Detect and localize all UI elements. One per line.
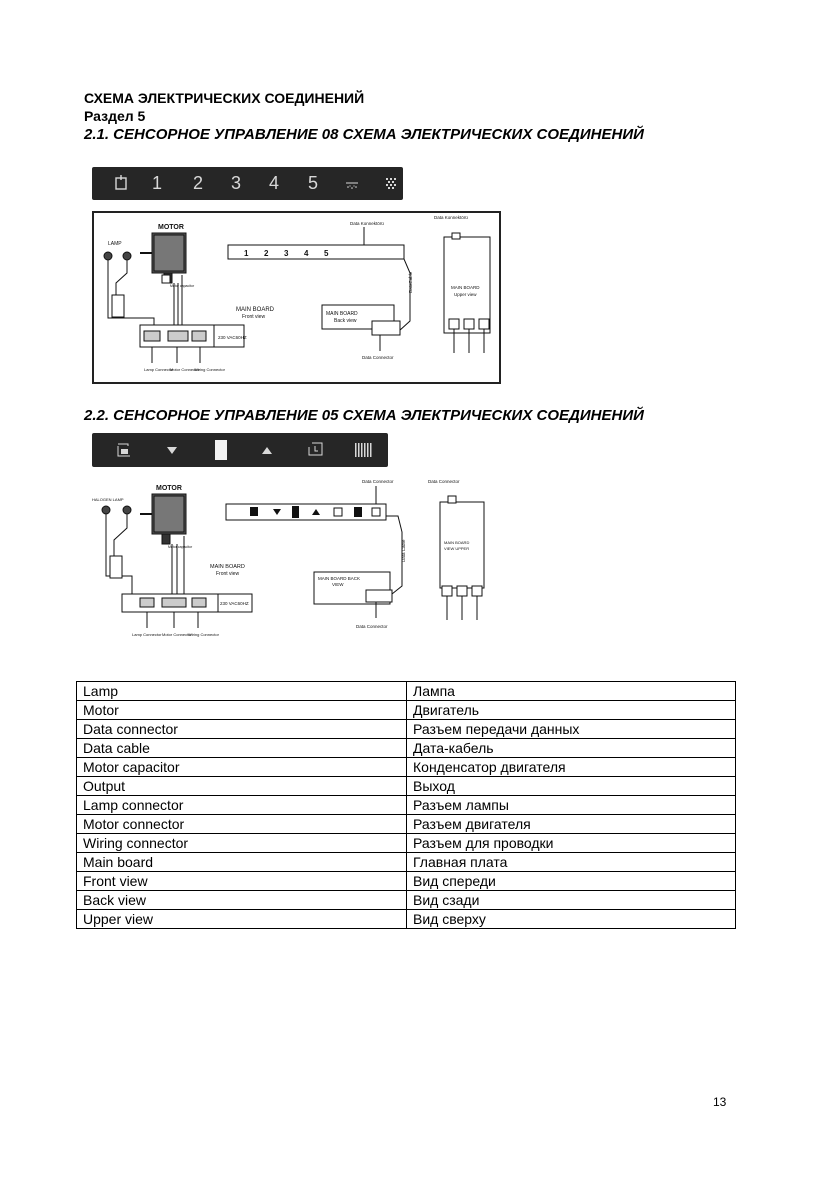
- speed-down-icon: [116, 433, 134, 478]
- data-connector-upper-label-2: Data Connector: [428, 479, 460, 484]
- back-view-label-2: VIEW: [332, 582, 344, 587]
- main-board-upper-2: [440, 502, 484, 588]
- legend-term-ru: Вид спереди: [407, 872, 736, 891]
- legend-term-en: Lamp connector: [77, 796, 407, 815]
- legend-row: [77, 701, 736, 720]
- legend-row: [77, 739, 736, 758]
- legend-term-en: Motor: [77, 701, 407, 720]
- legend-row: [77, 891, 736, 910]
- legend-row: [77, 720, 736, 739]
- speed-4-key: 4: [269, 173, 280, 193]
- legend-row: [77, 777, 736, 796]
- legend-term-ru: Разъем для проводки: [407, 834, 736, 853]
- speed-5-key: 5: [308, 173, 319, 193]
- main-board-label-2: MAIN BOARD: [210, 564, 245, 570]
- legend-term-en: Lamp: [77, 682, 407, 701]
- lamp-label: LAMP: [108, 241, 122, 247]
- legend-term-ru: Разъем лампы: [407, 796, 736, 815]
- wiring-connector-label: Wiring Connector: [194, 367, 225, 372]
- legend-term-ru: Лампа: [407, 682, 736, 701]
- filter-icon: [385, 167, 397, 211]
- capacitor-label-2: Motor capacitor: [168, 545, 193, 549]
- wiring-diagram-08-drawing: [94, 213, 499, 382]
- page-number: 13: [713, 1095, 727, 1109]
- power-label: 230 VAC60HZ: [218, 335, 247, 340]
- legend-term-en: Upper view: [77, 910, 407, 929]
- light-panel-icon: [214, 433, 228, 478]
- light-icon: [344, 167, 360, 211]
- legend-term-ru: Конденсатор двигателя: [407, 758, 736, 777]
- data-connector-bottom-label-2: Data Connector: [356, 624, 388, 629]
- front-view-label-2: Front view: [216, 571, 240, 577]
- main-board-label: MAIN BOARD: [236, 307, 275, 313]
- lamp-1: [104, 252, 112, 260]
- upper-board-label-2: MAIN BOARD: [444, 540, 470, 545]
- legend-row: [77, 872, 736, 891]
- control-strip: [228, 245, 404, 259]
- legend-row: [77, 758, 736, 777]
- back-view-label: Back view: [334, 318, 357, 324]
- speed-2-key: 2: [193, 173, 204, 193]
- arrow-up-icon: [260, 433, 274, 478]
- motor-label: MOTOR: [158, 224, 184, 231]
- lamp-2: [123, 252, 131, 260]
- arrow-down-icon: [165, 433, 179, 478]
- legend-row: [77, 910, 736, 929]
- touch-panel-05: [92, 433, 388, 467]
- legend-term-ru: Главная плата: [407, 853, 736, 872]
- upper-view-label: Upper view: [454, 292, 477, 297]
- strip-key-3: 3: [284, 249, 289, 258]
- upper-view-label-2: VIEW UPPER: [444, 546, 470, 551]
- data-connector-upper-label: Data Konnektörü: [434, 215, 468, 220]
- wiring-diagram-05-drawing: [92, 476, 497, 652]
- halogen-lamp-label: HALOGEN LAMP: [92, 497, 124, 502]
- legend-term-en: Data cable: [77, 739, 407, 758]
- touch-panel-08: [92, 167, 403, 200]
- wiring-diagram-05: [92, 476, 497, 652]
- legend-term-en: Wiring connector: [77, 834, 407, 853]
- upper-board-label: MAIN BOARD: [451, 285, 480, 290]
- speed-1-key: 1: [152, 173, 163, 193]
- legend-term-en: Motor connector: [77, 815, 407, 834]
- capacitor-label: Motor capacitor: [170, 284, 195, 288]
- legend-term-en: Output: [77, 777, 407, 796]
- wiring-connector-label-2: Wiring Connector: [188, 632, 219, 637]
- motor-label-2: MOTOR: [156, 485, 182, 492]
- strip-key-1: 1: [244, 249, 249, 258]
- power-label-2: 230 VAC60HZ: [220, 601, 249, 606]
- data-connector-top-label: Data Konnektörü: [350, 221, 384, 226]
- power-icon: [114, 167, 128, 211]
- legend-term-ru: Дата-кабель: [407, 739, 736, 758]
- lamp-connector-label: Lamp Connector: [144, 367, 174, 372]
- section-label: Раздел 5: [84, 108, 146, 124]
- legend-table: [76, 681, 736, 929]
- legend-term-en: Back view: [77, 891, 407, 910]
- legend-row: [77, 796, 736, 815]
- back-board-label-2: MAIN BOARD BACK: [318, 576, 361, 581]
- speed-3-key: 3: [231, 173, 242, 193]
- data-cable-label: DataCable: [408, 271, 413, 293]
- legend-row: [77, 815, 736, 834]
- legend-row: [77, 682, 736, 701]
- lamp-connector-label-2: Lamp Connector: [132, 632, 162, 637]
- subtitle-control-05: 2.2. СЕНСОРНОЕ УПРАВЛЕНИЕ 05 СХЕМА ЭЛЕКТРИЧЕСКИХ СОЕДИНЕНИЙ: [84, 407, 644, 424]
- lamp-2-2: [123, 506, 131, 514]
- strip-key-4: 4: [304, 249, 309, 258]
- legend-term-ru: Выход: [407, 777, 736, 796]
- page-title: СХЕМА ЭЛЕКТРИЧЕСКИХ СОЕДИНЕНИЙ: [84, 90, 365, 106]
- legend-term-en: Data connector: [77, 720, 407, 739]
- legend-term-ru: Двигатель: [407, 701, 736, 720]
- strip-key-2: 2: [264, 249, 269, 258]
- filter-icon-05: [354, 433, 372, 478]
- legend-row: [77, 834, 736, 853]
- legend-term-en: Front view: [77, 872, 407, 891]
- data-connector-top-label-2: Data Connector: [362, 479, 394, 484]
- front-view-label: Front view: [242, 314, 266, 320]
- legend-term-ru: Вид сверху: [407, 910, 736, 929]
- data-connector-bottom-label: Data Connector: [362, 355, 394, 360]
- subtitle-control-08: 2.1. СЕНСОРНОЕ УПРАВЛЕНИЕ 08 СХЕМА ЭЛЕКТРИЧЕСКИХ СОЕДИНЕНИЙ: [84, 126, 644, 143]
- motor-connector-label-2: Motor Connector: [162, 632, 192, 637]
- legend-term-ru: Разъем двигателя: [407, 815, 736, 834]
- legend-term-ru: Вид сзади: [407, 891, 736, 910]
- strip-key-5: 5: [324, 249, 329, 258]
- legend-row: [77, 853, 736, 872]
- legend-term-en: Motor capacitor: [77, 758, 407, 777]
- data-cable-label-2: Data Cable: [401, 539, 406, 562]
- lamp-2-1: [102, 506, 110, 514]
- back-board-label: MAIN BOARD: [326, 311, 358, 317]
- legend-term-en: Main board: [77, 853, 407, 872]
- timer-icon: [307, 433, 325, 478]
- motor-connector-label: Motor Connector: [170, 367, 200, 372]
- wiring-diagram-08: [92, 211, 501, 384]
- legend-term-ru: Разъем передачи данных: [407, 720, 736, 739]
